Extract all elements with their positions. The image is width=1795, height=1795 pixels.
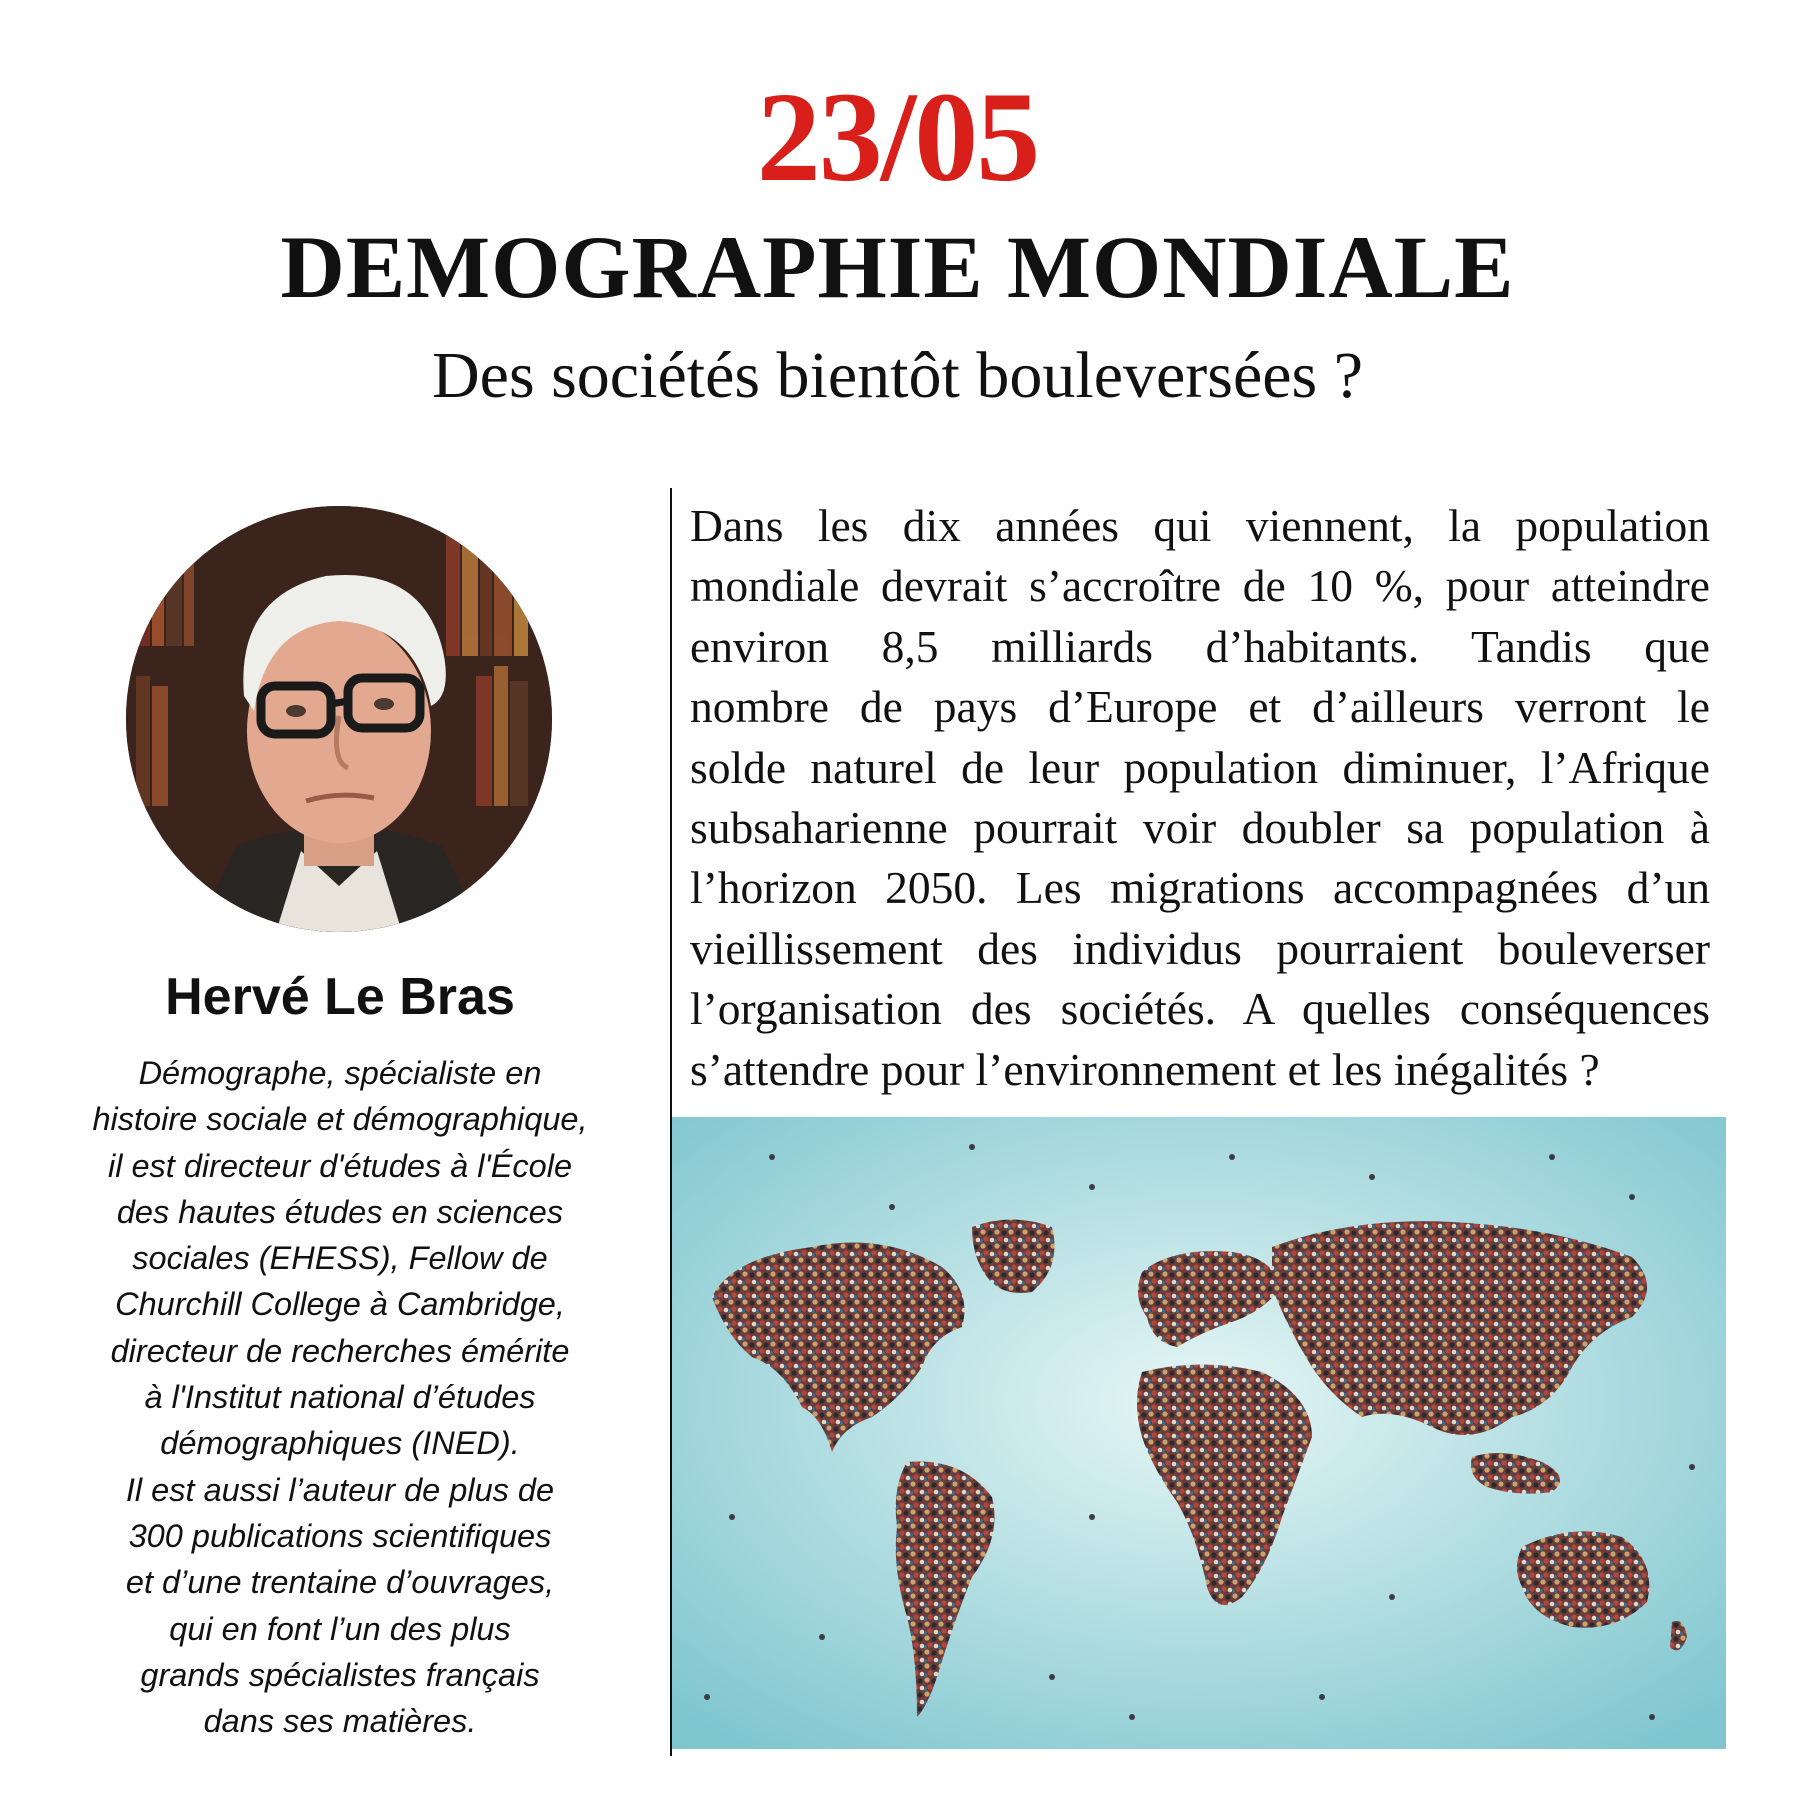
bio-line: grands spécialistes français [140, 1656, 540, 1693]
bio-line: histoire sociale et démographique, [92, 1101, 588, 1138]
speaker-portrait [126, 506, 552, 932]
bio-line: Il est aussi l’auteur de plus de [125, 1471, 555, 1508]
bio-line: Démographe, spécialiste en [138, 1055, 542, 1091]
description-line: environ 8,5 milliards d’habitants. Tandis que [690, 620, 1710, 672]
description-line: Dans les dix années qui viennent, la population [690, 500, 1710, 551]
bio-line: sociales (EHESS), Fellow de [132, 1240, 548, 1277]
bio-line: et d’une trentaine d’ouvrages, [125, 1564, 555, 1601]
world-map-illustration [672, 1117, 1726, 1749]
description-line: vieillissement des individus pourraient bouleverser [690, 922, 1710, 974]
description-line: solde naturel de leur population diminuer, l’Afrique [690, 741, 1710, 793]
description-line: s’attendre pour l’environnement et les inégalités ? [690, 1043, 1600, 1095]
bio-line: 300 publications scientifiques [128, 1517, 552, 1554]
bio-line: directeur de recherches émérite [110, 1332, 570, 1369]
bio-line: démographiques (INED). [160, 1425, 520, 1462]
description-line: l’organisation des sociétés. A quelles conséquences [690, 983, 1710, 1035]
speaker-name: Hervé Le Bras [165, 968, 515, 1026]
bio-line: des hautes études en sciences [116, 1193, 564, 1230]
description-line: l’horizon 2050. Les migrations accompagnées d’un [690, 862, 1710, 914]
bio-line: Churchill College à Cambridge, [115, 1286, 565, 1323]
description-line: subsaharienne pourrait voir doubler sa population à [690, 802, 1710, 854]
event-description [690, 496, 1710, 1100]
bio-line: qui en font l’un des plus [169, 1610, 511, 1647]
bio-line: dans ses matières. [203, 1703, 477, 1740]
description-line: nombre de pays d’Europe et d’ailleurs verront le [690, 681, 1710, 733]
page-subtitle: Des sociétés bientôt bouleversées ? [431, 339, 1364, 412]
bio-line: à l'Institut national d’études [144, 1379, 536, 1416]
portrait-illustration [126, 506, 552, 932]
description-line: mondiale devrait s’accroître de 10 %, pour atteindre [690, 560, 1710, 612]
speaker-bio [40, 1050, 640, 1744]
page-title: DEMOGRAPHIE MONDIALE [280, 219, 1515, 317]
world-crowd-map-image [672, 1117, 1726, 1749]
bio-line: il est directeur d'études à l'École [107, 1147, 573, 1184]
event-date: 23/05 [756, 66, 1039, 208]
